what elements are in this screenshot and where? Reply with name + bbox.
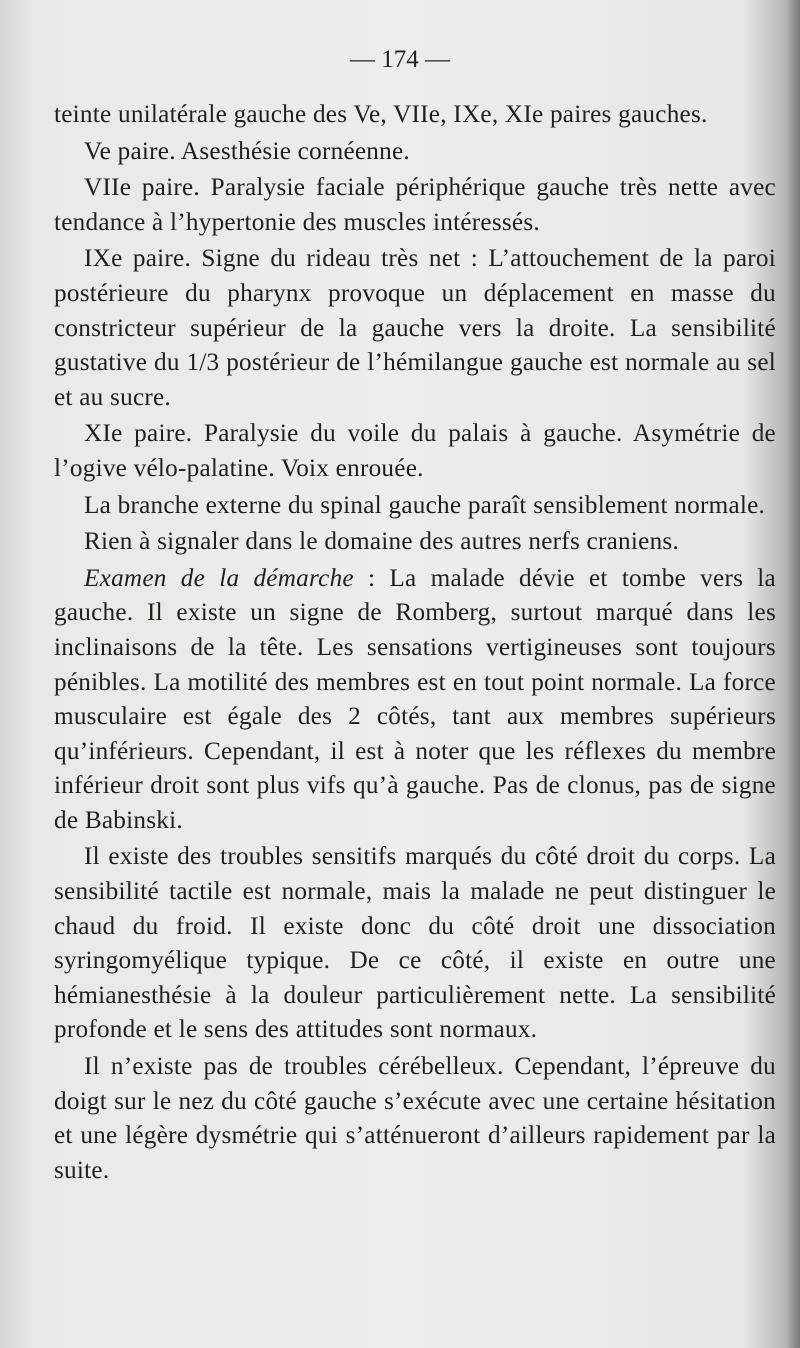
paragraph-ninth-nerve: IXe paire. Signe du rideau très net : L’attouchement de la paroi postérieure du pharynx provoque un déplacement en masse du constricteur supérieur de la gauche vers la droite. La sensibilité gustative du 1/3 postérieur de l’hémilangue gauche est normale au sel et au sucre. [54,245,776,411]
paragraph-other-nerves: Rien à signaler dans le domaine des autres nerfs craniens. [84,528,680,556]
body-text [54,98,776,1188]
page-number: — 174 — [350,46,450,73]
paragraph-seventh-nerve: VIIe paire. Paralysie faciale périphérique gauche très nette avec tendance à l’hypertonie des muscles intéressés. [54,174,776,236]
paragraph-sensory-troubles: Il existe des troubles sensitifs marqués du côté droit du corps. La sensibilité tactile est normale, mais la malade ne peut distinguer le chaud du froid. Il existe donc du côté droit une dissociation syringomyélique typique. De ce côté, il existe en outre une hémianesthésie à la douleur particulièrement nette. La sensibilité profonde et le sens des attitudes sont normaux. [54,843,776,1044]
paragraph-cranial-nerves-intro: teinte unilatérale gauche des Ve, VIIe, IXe, XIe paires gauches. [54,101,708,128]
gait-exam-heading: Examen de la démarche [84,564,354,592]
gait-exam-text: : La malade dévie et tombe vers la gauche. Il existe un signe de Romberg, surtout marqué dans les inclinaisons de la tête. Les sensations vertigineuses sont toujours pénibles. La motilité des membres est en tout point normale. La force musculaire est égale des 2 côtés, tant aux membres supérieurs qu’inférieurs. Cependant, il est à noter que les réflexes du membre inférieur droit sont plus vifs qu’à gauche. Pas de clonus, pas de signe de Babinski. [54,564,776,834]
paragraph-spinal-branch: La branche externe du spinal gauche paraît sensiblement normale. [84,491,766,519]
paragraph-cerebellar-tests: Il n’existe pas de troubles cérébelleux. Cependant, l’épreuve du doigt sur le nez du côté gauche s’exécute avec une certaine hésitation et une légère dysmétrie qui s’atténueront d’ailleurs rapidement par la suite. [54,1053,776,1184]
paragraph-eleventh-nerve: XIe paire. Paralysie du voile du palais à gauche. Asymétrie de l’ogive vélo-palatine. Voix enrouée. [54,420,776,482]
paragraph-fifth-nerve: Ve paire. Asesthésie cornéenne. [84,137,410,165]
paragraph-gait-exam [54,562,776,839]
